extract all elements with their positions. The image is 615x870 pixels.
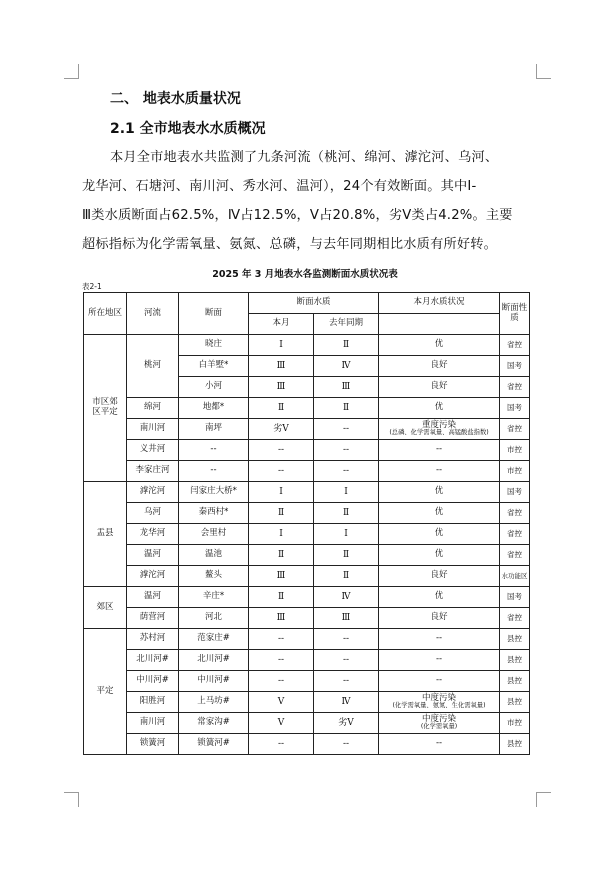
river-cell: 龙华河 [127, 524, 179, 545]
this-month-cell: 劣Ⅴ [249, 419, 314, 440]
this-month-cell: Ⅲ [249, 377, 314, 398]
status-cell [379, 692, 500, 713]
section-title: 二、 地表水质量状况 [110, 91, 241, 107]
header-section: 断面 [179, 293, 249, 335]
status-text: 中度污染 [422, 713, 457, 724]
last-year-cell: Ⅳ [314, 587, 379, 608]
status-cell [379, 503, 500, 524]
status-cell [379, 545, 500, 566]
status-cell [379, 566, 500, 587]
last-year-cell: Ⅰ [314, 482, 379, 503]
river-cell: 锁簧河 [127, 734, 179, 755]
header-river: 河流 [127, 293, 179, 335]
section-cell: 地都* [179, 398, 249, 419]
status-text: 优 [434, 402, 444, 413]
district-cell: 郊区 [84, 587, 127, 629]
last-year-cell: -- [314, 419, 379, 440]
river-cell: 中川河# [127, 671, 179, 692]
last-year-cell: -- [314, 671, 379, 692]
river-cell: 李家庄河 [127, 461, 179, 482]
section-cell: 范家庄# [179, 629, 249, 650]
this-month-cell: -- [249, 440, 314, 461]
table-row [84, 587, 530, 608]
status-text: 良好 [430, 612, 448, 623]
this-month-cell: Ⅰ [249, 524, 314, 545]
section-cell: 小河 [179, 377, 249, 398]
section-cell: 温池 [179, 545, 249, 566]
last-year-cell: -- [314, 650, 379, 671]
status-cell [379, 671, 500, 692]
district-cell: 盂县 [84, 482, 127, 587]
nature-cell: 县控 [500, 671, 530, 692]
river-cell: 阳胜河 [127, 692, 179, 713]
status-cell [379, 650, 500, 671]
nature-cell: 县控 [500, 650, 530, 671]
section-cell: 南坪 [179, 419, 249, 440]
river-cell: 义井河 [127, 440, 179, 461]
this-month-cell: -- [249, 629, 314, 650]
paragraph-line: 超标指标为化学需氧量、氨氮、总磷，与去年同期相比水质有所好转。 [82, 237, 498, 252]
nature-cell: 省控 [500, 377, 530, 398]
river-cell: 滹沱河 [127, 482, 179, 503]
section-cell: 中川河# [179, 671, 249, 692]
status-note: (化学需氧量、氨氮、生化需氧量) [392, 702, 486, 710]
page-corner-mark-bottom-left [64, 792, 79, 807]
table-row [84, 503, 530, 524]
nature-cell: 县控 [500, 629, 530, 650]
section-cell: 会里村 [179, 524, 249, 545]
status-text: -- [435, 738, 443, 749]
nature-cell: 国考 [500, 398, 530, 419]
status-cell [379, 629, 500, 650]
status-text: -- [435, 654, 443, 665]
status-text: -- [435, 444, 443, 455]
table-row [84, 419, 530, 440]
section-cell: 辛庄* [179, 587, 249, 608]
summary-paragraph [82, 143, 542, 259]
this-month-cell: -- [249, 461, 314, 482]
section-cell: -- [179, 440, 249, 461]
table-row [84, 398, 530, 419]
this-month-cell: Ⅴ [249, 692, 314, 713]
nature-cell: 国考 [500, 587, 530, 608]
status-text: 良好 [430, 360, 448, 371]
this-month-cell: Ⅲ [249, 608, 314, 629]
table-row [84, 524, 530, 545]
last-year-cell: Ⅲ [314, 377, 379, 398]
status-text: 优 [434, 591, 444, 602]
river-cell: 南川河 [127, 419, 179, 440]
status-cell [379, 587, 500, 608]
nature-cell: 省控 [500, 545, 530, 566]
last-year-cell: Ⅳ [314, 692, 379, 713]
table-row [84, 335, 530, 356]
status-cell [379, 398, 500, 419]
status-text: 良好 [430, 570, 448, 581]
header-nature: 断面性质 [500, 293, 530, 335]
table-row [84, 692, 530, 713]
paragraph-line: 本月全市地表水共监测了九条河流（桃河、绵河、滹沱河、乌河、 [110, 150, 499, 165]
river-cell: 绵河 [127, 398, 179, 419]
nature-cell: 市控 [500, 461, 530, 482]
this-month-cell: Ⅰ [249, 335, 314, 356]
section-cell: 河北 [179, 608, 249, 629]
this-month-cell: -- [249, 650, 314, 671]
status-cell [379, 713, 500, 734]
nature-cell: 县控 [500, 692, 530, 713]
this-month-cell: Ⅲ [249, 566, 314, 587]
table-row [84, 440, 530, 461]
section-cell: 上马坊# [179, 692, 249, 713]
table-number: 表2-1 [82, 282, 102, 291]
nature-cell: 国考 [500, 482, 530, 503]
status-note: (化学需氧量) [420, 723, 458, 731]
this-month-cell: Ⅰ [249, 482, 314, 503]
status-cell [379, 608, 500, 629]
status-text: 良好 [430, 381, 448, 392]
paragraph-line: Ⅲ类水质断面占62.5%，Ⅳ占12.5%，Ⅴ占20.8%，劣Ⅴ类占4.2%。主要 [82, 208, 513, 223]
table-row [84, 482, 530, 503]
section-cell: 晓庄 [179, 335, 249, 356]
last-year-cell: -- [314, 629, 379, 650]
nature-cell: 水功能区 [500, 566, 530, 587]
nature-cell: 省控 [500, 608, 530, 629]
nature-cell: 市控 [500, 713, 530, 734]
status-cell [379, 440, 500, 461]
this-month-cell: -- [249, 734, 314, 755]
table-row [84, 671, 530, 692]
table-row [84, 629, 530, 650]
this-month-cell: Ⅱ [249, 398, 314, 419]
last-year-cell: Ⅳ [314, 356, 379, 377]
nature-cell: 国考 [500, 356, 530, 377]
status-text: -- [435, 465, 443, 476]
river-cell: 温河 [127, 545, 179, 566]
status-cell [379, 419, 500, 440]
table-row [84, 608, 530, 629]
river-cell: 苏村河 [127, 629, 179, 650]
last-year-cell: -- [314, 440, 379, 461]
header-this-month: 本月 [249, 314, 314, 335]
table-row [84, 734, 530, 755]
table-row [84, 461, 530, 482]
nature-cell: 省控 [500, 419, 530, 440]
nature-cell: 省控 [500, 503, 530, 524]
nature-cell: 市控 [500, 440, 530, 461]
page-corner-mark-top-left [64, 64, 79, 79]
river-cell: 温河 [127, 587, 179, 608]
header-water-quality: 断面水质 [249, 293, 379, 314]
header-district: 所在地区 [84, 293, 127, 335]
this-month-cell: Ⅱ [249, 545, 314, 566]
this-month-cell: Ⅱ [249, 503, 314, 524]
last-year-cell: Ⅱ [314, 398, 379, 419]
river-cell: 南川河 [127, 713, 179, 734]
last-year-cell: Ⅱ [314, 545, 379, 566]
this-month-cell: -- [249, 671, 314, 692]
status-note: (总磷、化学需氧量、高锰酸盐指数) [389, 429, 489, 437]
river-cell: 乌河 [127, 503, 179, 524]
status-cell [379, 524, 500, 545]
status-text: 重度污染 [422, 419, 457, 430]
nature-cell: 县控 [500, 734, 530, 755]
status-cell [379, 461, 500, 482]
last-year-cell: 劣Ⅴ [314, 713, 379, 734]
section-cell: 闫家庄大桥* [179, 482, 249, 503]
table-row [84, 650, 530, 671]
last-year-cell: Ⅱ [314, 503, 379, 524]
table-caption: 2025 年 3 月地表水各监测断面水质状况表 [212, 269, 398, 280]
last-year-cell: Ⅲ [314, 608, 379, 629]
section-cell: 常家沟# [179, 713, 249, 734]
table-row [84, 545, 530, 566]
status-cell [379, 377, 500, 398]
header-status-blank [379, 314, 500, 335]
river-cell: 荫营河 [127, 608, 179, 629]
district-cell: 平定 [84, 629, 127, 755]
last-year-cell: Ⅱ [314, 566, 379, 587]
last-year-cell: Ⅱ [314, 335, 379, 356]
section-cell: 北川河# [179, 650, 249, 671]
district-cell: 市区郊区平定 [84, 335, 127, 482]
this-month-cell: Ⅲ [249, 356, 314, 377]
last-year-cell: Ⅰ [314, 524, 379, 545]
last-year-cell: -- [314, 461, 379, 482]
status-cell [379, 482, 500, 503]
this-month-cell: Ⅱ [249, 587, 314, 608]
table-row [84, 566, 530, 587]
subsection-title: 2.1 全市地表水水质概况 [110, 121, 266, 137]
status-text: -- [435, 633, 443, 644]
header-status: 本月水质状况 [379, 293, 500, 314]
this-month-cell: Ⅴ [249, 713, 314, 734]
status-text: -- [435, 675, 443, 686]
section-cell: 锁簧河# [179, 734, 249, 755]
status-text: 中度污染 [422, 692, 457, 703]
status-text: 优 [434, 507, 444, 518]
section-cell: 秦西村* [179, 503, 249, 524]
river-cell: 北川河# [127, 650, 179, 671]
nature-cell: 省控 [500, 335, 530, 356]
section-cell: -- [179, 461, 249, 482]
section-cell: 白羊墅* [179, 356, 249, 377]
paragraph-line: 龙华河、石塘河、南川河、秀水河、温河），24个有效断面。其中Ⅰ- [82, 179, 477, 194]
page-corner-mark-bottom-right [536, 792, 551, 807]
status-text: 优 [434, 486, 444, 497]
table-row [84, 713, 530, 734]
status-text: 优 [434, 528, 444, 539]
status-text: 优 [434, 549, 444, 560]
section-cell: 鳌头 [179, 566, 249, 587]
nature-cell: 省控 [500, 524, 530, 545]
river-cell: 滹沱河 [127, 566, 179, 587]
status-cell [379, 734, 500, 755]
status-cell [379, 356, 500, 377]
header-last-year: 去年同期 [314, 314, 379, 335]
status-cell [379, 335, 500, 356]
water-quality-table [83, 292, 530, 755]
table-body [84, 335, 530, 755]
page-corner-mark-top-right [536, 64, 551, 79]
status-text: 优 [434, 339, 444, 350]
river-cell: 桃河 [127, 335, 179, 398]
last-year-cell: -- [314, 734, 379, 755]
